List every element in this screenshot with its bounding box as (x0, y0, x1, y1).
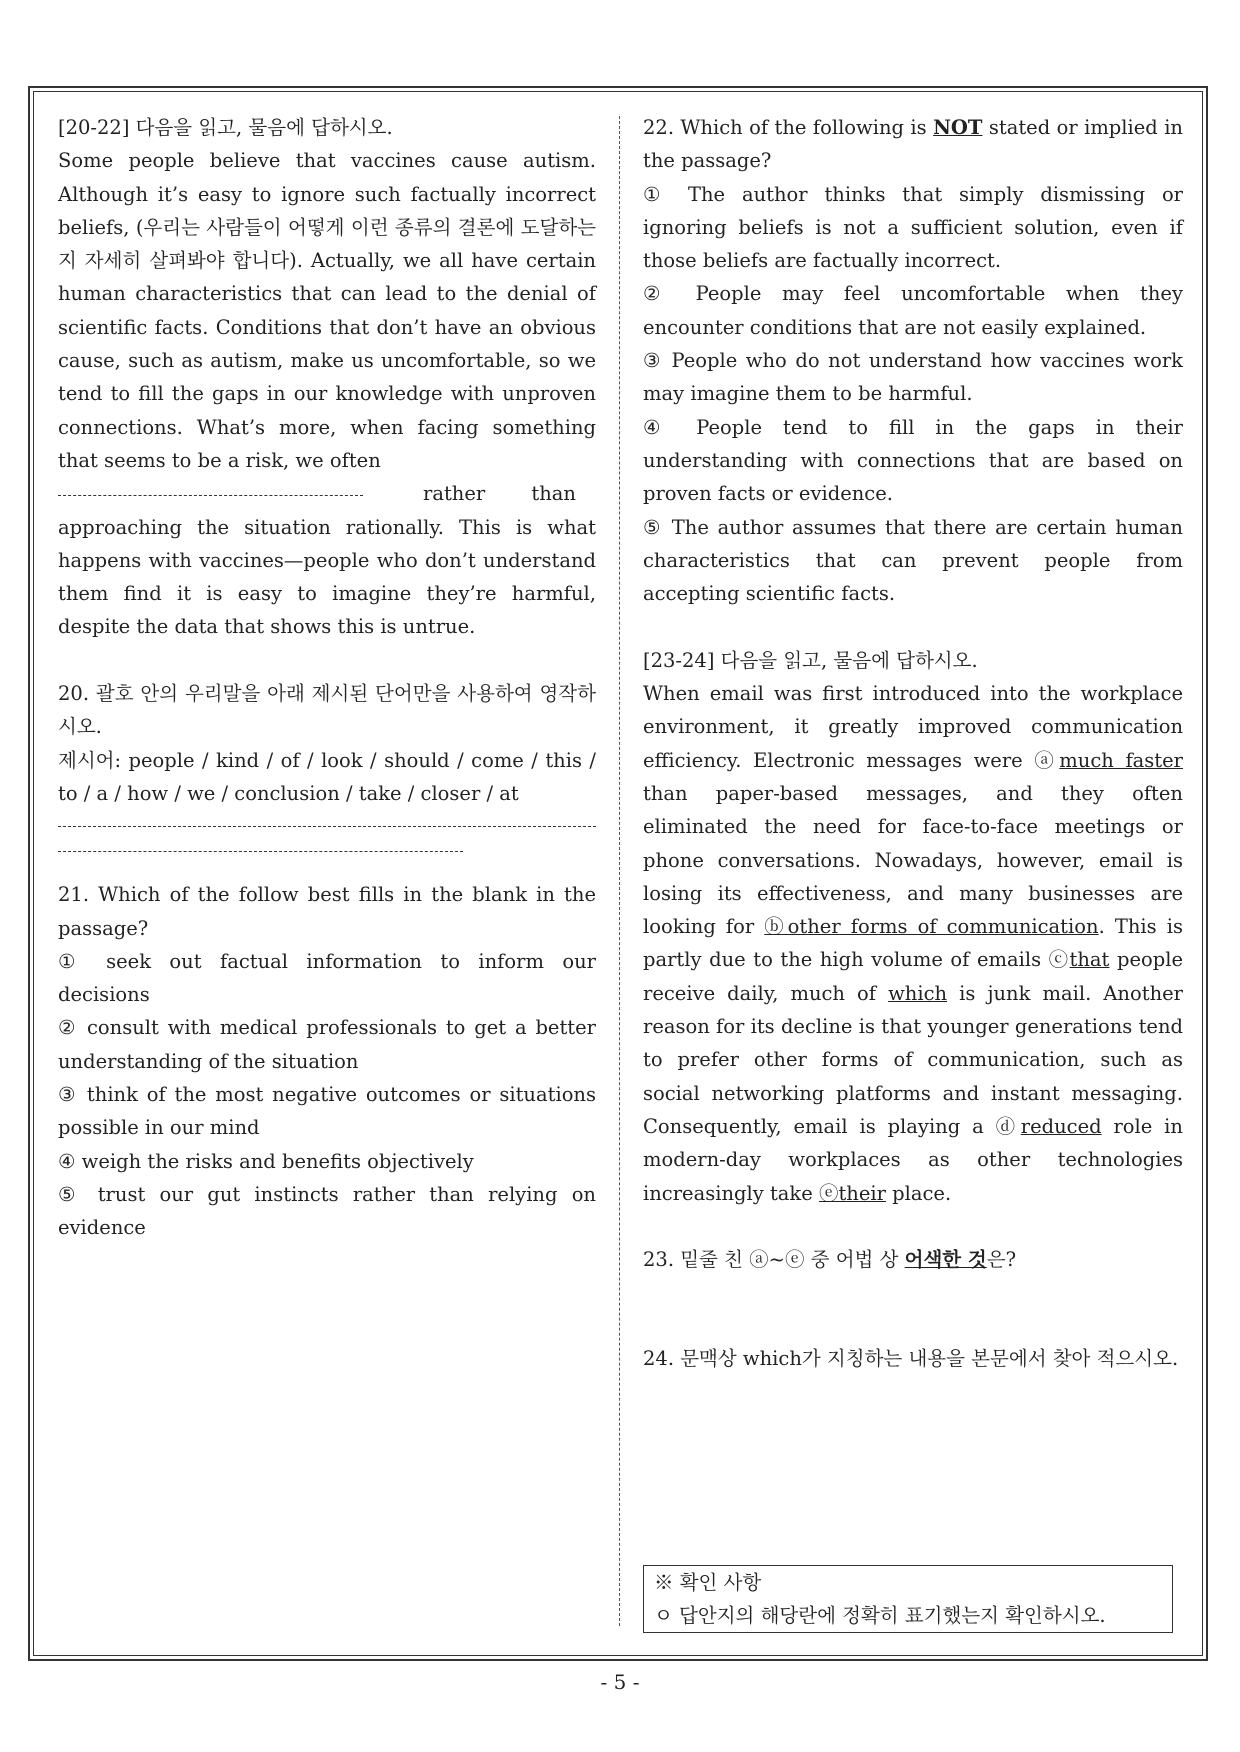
notice-title: ※ 확인 사항 (654, 1571, 762, 1594)
page-number: - 5 - (600, 1670, 640, 1694)
q22-option-2: ② People may feel uncomfortable when they encounter conditions that are not easily explained. (643, 282, 1183, 339)
q22-text-pre: 22. Which of the following is (643, 116, 927, 139)
answer-line-2 (58, 827, 463, 852)
q22-option-4: ④ People tend to fill in the gaps in their understanding with connections that are based on proven facts or evidence. (643, 415, 1183, 506)
q23-bold: 어색한 것 (904, 1248, 987, 1272)
question-23 (643, 1243, 1183, 1276)
mark-a: ⓐ (1034, 748, 1060, 772)
email-text-6: role in modern-day workplaces as other technologies increasingly take (643, 1114, 1183, 1205)
passage-vaccines (58, 144, 596, 477)
passage-blank-tail: rather than (423, 482, 576, 506)
question-22 (643, 111, 1183, 178)
email-text-5: is junk mail. Another reason for its decline is that younger generations tend to prefer other forms of communication, such as social networking platforms and instant messaging. Consequently, email is playing a (643, 981, 1183, 1138)
passage-email (643, 677, 1183, 1210)
section-header-23-24: [23-24] 다음을 읽고, 물음에 답하시오. (643, 648, 978, 672)
q22-option-1: ① The author thinks that simply dismissing or ignoring beliefs is not a sufficient solution, even if those beliefs are factually incorrect. (643, 182, 1183, 273)
passage-text-1: Some people believe that vaccines cause autism. Although it’s easy to ignore such factually incorrect beliefs, (우리는 사람들이 어떻게 이런 종류의 결론에 도달하는지 자세히 살펴봐야 합니다). Actually, we all have certain human characteristics that can lead to the denial of scientific facts. Conditions that don’t have an obvious cause, such as autism, make us uncomfortable, so we tend to fill the gaps in our knowledge with unproven connections. What’s more, when facing something that seems to be a risk, we often (58, 149, 596, 472)
question-20-words: 제시어: people / kind / of / look / should / come / this / to / a / how / we / conclusion / take / closer / at (58, 748, 596, 805)
underlined-d: reduced (1020, 1114, 1102, 1138)
underlined-which: which (888, 981, 948, 1005)
right-column (643, 111, 1183, 1376)
q23-text-pre: 23. 밑줄 친 ⓐ~ⓔ 중 어법 상 (643, 1248, 899, 1272)
notice-box (643, 1565, 1173, 1633)
question-20: 20. 괄호 안의 우리말을 아래 제시된 단어만을 사용하여 영작하시오. (58, 682, 596, 739)
q21-option-1: ① seek out factual information to inform our decisions (58, 949, 596, 1007)
blank (58, 495, 363, 496)
passage-text-2: approaching the situation rationally. This is what happens with vaccines—people who don’t understand them find it is easy to imagine they’re harmful, despite the data that shows this is untrue. (58, 515, 596, 639)
mark-c: ⓒ (1048, 948, 1070, 972)
q21-option-4: ④ weigh the risks and benefits objectively (58, 1149, 474, 1173)
q22-option-5: ⑤ The author assumes that there are certain human characteristics that can prevent people from accepting scientific facts. (643, 515, 1183, 606)
mark-d: ⓓ (995, 1114, 1021, 1138)
underlined-b: ⓑother forms of communication (764, 915, 1099, 939)
answer-line-1 (58, 810, 596, 827)
section-header-20-22: [20-22] 다음을 읽고, 물음에 답하시오. (58, 116, 393, 139)
question-21: 21. Which of the follow best fills in the blank in the passage? (58, 883, 596, 940)
q23-text-post: 은? (986, 1248, 1017, 1272)
underlined-a: much faster (1059, 748, 1183, 772)
column-divider (619, 116, 620, 1626)
q22-not: NOT (933, 116, 983, 139)
q21-option-2: ② consult with medical professionals to get a better understanding of the situation (58, 1016, 596, 1073)
email-text-2: than paper-based messages, and they often eliminated the need for face-to-face meetings or phone conversations. Nowadays, however, email is losing its effectiveness, and many businesses are looking for (643, 781, 1183, 939)
question-24: 24. 문맥상 which가 지칭하는 내용을 본문에서 찾아 적으시오. (643, 1347, 1179, 1371)
underlined-e: ⓔtheir (818, 1181, 886, 1205)
q21-option-5: ⑤ trust our gut instincts rather than relying on evidence (58, 1182, 596, 1240)
q21-option-3: ③ think of the most negative outcomes or situations possible in our mind (58, 1083, 596, 1140)
email-text-4: people receive daily, much of (643, 948, 1183, 1005)
notice-line: ㅇ 답안지의 해당란에 정확히 표기했는지 확인하시오. (654, 1604, 1106, 1627)
email-text-3: . This is partly due to the high volume of emails (643, 915, 1183, 972)
email-text-7: place. (885, 1181, 952, 1205)
left-column (58, 111, 596, 1245)
passage-blank-line (58, 477, 596, 510)
underlined-c: that (1069, 948, 1110, 972)
email-text-1: When email was first introduced into the workplace environment, it greatly improved communication efficiency. Electronic messages were (643, 682, 1183, 772)
q22-text-post: stated or implied in the passage? (643, 116, 1183, 173)
q22-option-3: ③ People who do not understand how vaccines work may imagine them to be harmful. (643, 349, 1183, 406)
